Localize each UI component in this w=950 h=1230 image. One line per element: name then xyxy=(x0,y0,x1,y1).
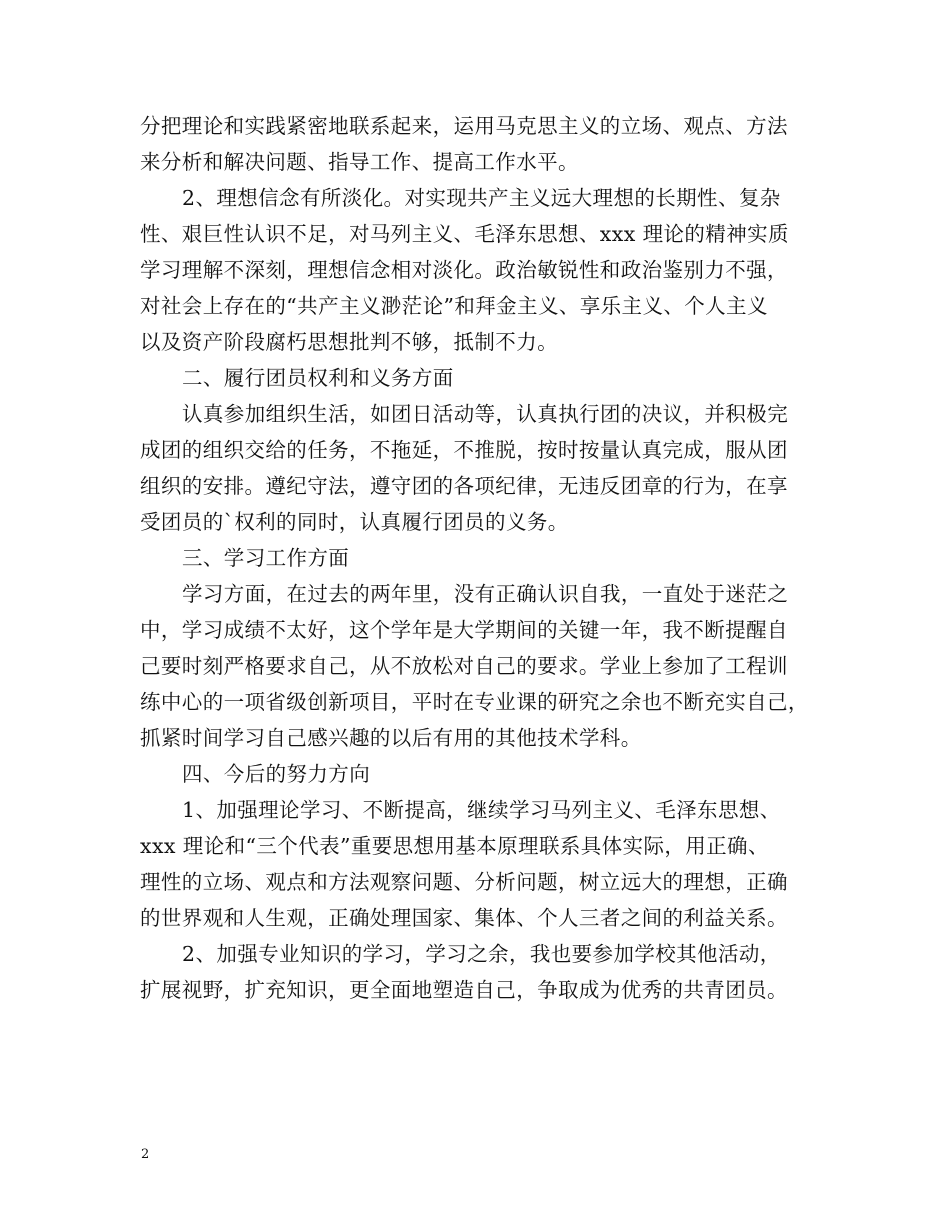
text-line: 学习方面，在过去的两年里，没有正确认识自我，一直处于迷茫之 xyxy=(182,582,789,606)
text-line: 练中心的一项省级创新项目，平时在专业课的研究之余也不断充实自己， xyxy=(140,690,809,714)
text-line: 性、艰巨性认识不足，对马列主义、毛泽东思想、xxx 理论的精神实质 xyxy=(140,222,789,246)
text-line: 来分析和解决问题、指导工作、提高工作水平。 xyxy=(140,150,579,174)
text-line: 己要时刻严格要求自己，从不放松对自己的要求。学业上参加了工程训 xyxy=(140,654,788,678)
text-line: 抓紧时间学习自己感兴趣的以后有用的其他技术学科。 xyxy=(140,726,642,750)
text-line: 四、今后的努力方向 xyxy=(182,762,371,786)
text-line: 认真参加组织生活，如团日活动等，认真执行团的决议，并积极完 xyxy=(182,402,789,426)
text-line: 二、履行团员权利和义务方面 xyxy=(182,366,454,390)
document-body xyxy=(140,108,830,1008)
text-line: 理性的立场、观点和方法观察问题、分析问题，树立远大的理想，正确 xyxy=(140,870,788,894)
text-line: 三、学习工作方面 xyxy=(182,546,350,570)
text-line: 中，学习成绩不太好，这个学年是大学期间的关键一年，我不断提醒自 xyxy=(140,618,788,642)
text-line: 受团员的`权利的同时，认真履行团员的义务。 xyxy=(140,510,569,534)
page-number: 2 xyxy=(141,1147,150,1162)
text-line: 的世界观和人生观，正确处理国家、集体、个人三者之间的利益关系。 xyxy=(140,906,788,930)
text-line: 成团的组织交给的任务，不拖延，不推脱，按时按量认真完成，服从团 xyxy=(140,438,788,462)
text-line: 1、加强理论学习、不断提高，继续学习马列主义、毛泽东思想、 xyxy=(182,798,781,822)
text-line: 2、理想信念有所淡化。对实现共产主义远大理想的长期性、复杂 xyxy=(182,186,781,210)
text-line: 分把理论和实践紧密地联系起来，运用马克思主义的立场、观点、方法 xyxy=(140,114,788,138)
text-line: 对社会上存在的“共产主义渺茫论”和拜金主义、享乐主义、个人主义 xyxy=(140,294,768,318)
text-line: 2、加强专业知识的学习，学习之余，我也要参加学校其他活动， xyxy=(182,942,781,966)
text-line: 扩展视野，扩充知识，更全面地塑造自己，争取成为优秀的共青团员。 xyxy=(140,978,788,1002)
text-line: 学习理解不深刻，理想信念相对淡化。政治敏锐性和政治鉴别力不强， xyxy=(140,258,788,282)
text-line: 以及资产阶段腐朽思想批判不够，抵制不力。 xyxy=(140,330,558,354)
text-line: 组织的安排。遵纪守法，遵守团的各项纪律，无违反团章的行为，在享 xyxy=(140,474,788,498)
text-line: xxx 理论和“三个代表”重要思想用基本原理联系具体实际，用正确、 xyxy=(140,834,769,858)
